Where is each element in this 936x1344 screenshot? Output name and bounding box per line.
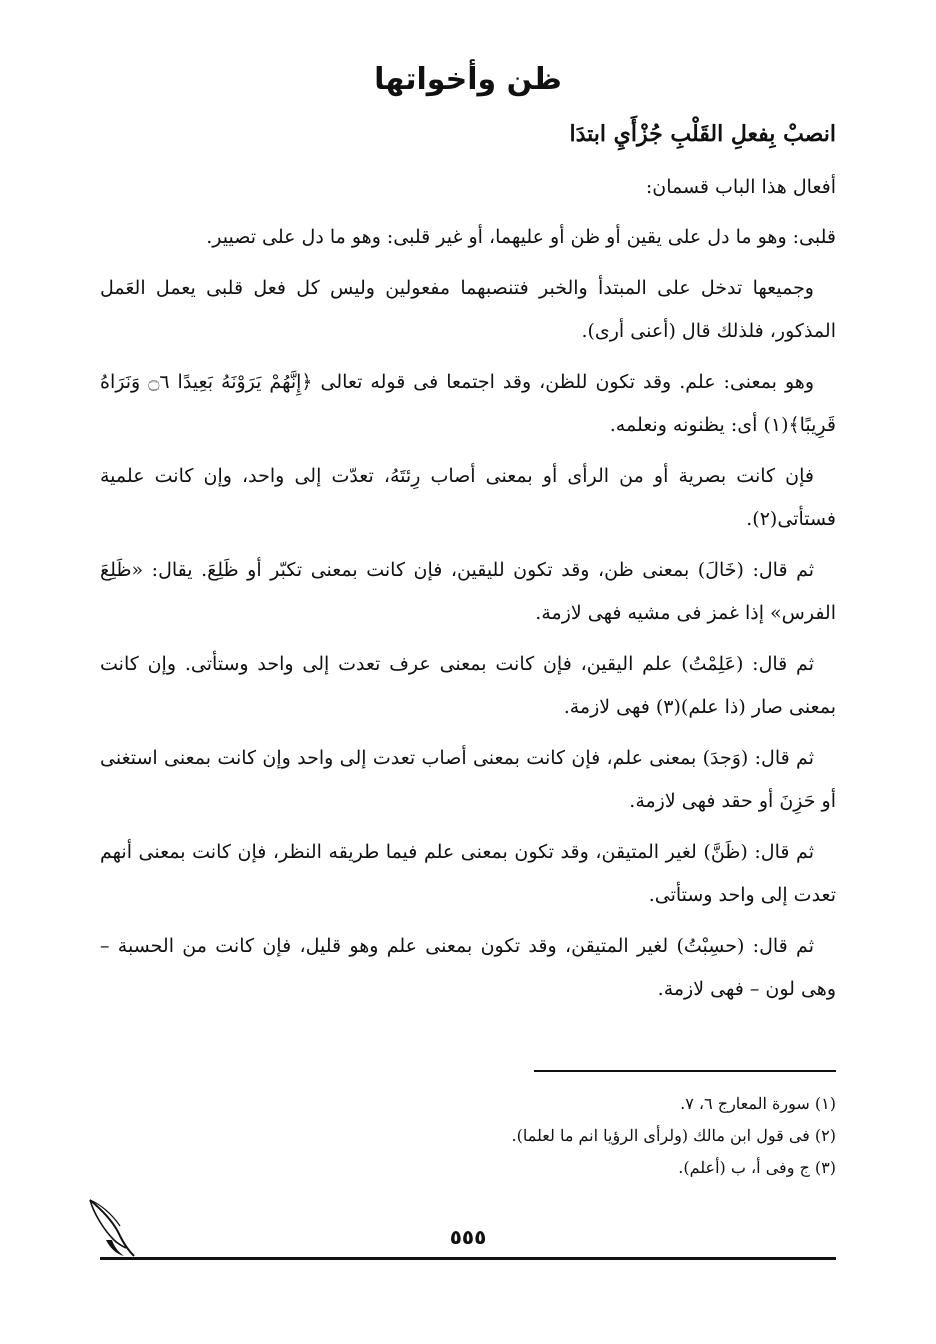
body-text	[100, 216, 836, 1019]
paragraph: ثم قال: (عَلِمْتُ) علم اليقين، فإن كانت بمعنى عرف تعدت إلى واحد وستأتى. وإن كانت بمعنى صار (ذا علم)(٣) فهى لازمة.	[100, 653, 836, 718]
paragraph: فإن كانت بصرية أو من الرأى أو بمعنى أصاب رِئتَهُ، تعدّت إلى واحد، وإن كانت علمية فستأتى(٢).	[100, 465, 836, 530]
footnotes	[100, 1088, 836, 1184]
footnote: (٣) ج وفى أ، ب (أعلم).	[678, 1158, 836, 1177]
paragraph: وجميعها تدخل على المبتدأ والخبر فتنصبهما مفعولين وليس كل فعل قلبى يعمل العَمل المذكور، فلذلك قال (أعنى أرى).	[100, 277, 836, 342]
paragraph: ثم قال: (حسِبْتُ) لغير المتيقن، وقد تكون بمعنى علم وهو قليل، فإن كانت من الحسبة – وهى لون – فهى لازمة.	[100, 935, 836, 1000]
footnote-divider	[534, 1070, 836, 1072]
paragraph: ثم قال: (ظَنَّ) لغير المتيقن، وقد تكون بمعنى علم فيما طريقه النظر، فإن كانت بمعنى أنهم تعدت إلى واحد وستأتى.	[100, 841, 836, 906]
footnote: (٢) فى قول ابن مالك (ولرأى الرؤيا انم ما لعلما).	[511, 1126, 836, 1145]
quill-pen-icon	[84, 1196, 140, 1260]
page-number: ٥٥٥	[449, 1225, 487, 1249]
paragraph: وهو بمعنى: علم. وقد تكون للظن، وقد اجتمعا فى قوله تعالى ﴿إِنَّهُمْ يَرَوْنَهُ بَعِيدًا ۝٦ وَنَرَاهُ قَرِيبًا﴾(١) أى: يظنونه ونعلمه.	[100, 371, 836, 436]
bottom-divider	[100, 1257, 836, 1260]
intro-line: أفعال هذا الباب قسمان:	[645, 176, 836, 198]
footnote: (١) سورة المعارج ٦، ٧.	[680, 1094, 836, 1113]
poem-verse: انصبْ بِفعلِ القَلْبِ جُزْأَيِ ابتدَا	[569, 121, 836, 147]
paragraph: ثم قال: (وَجدَ) بمعنى علم، فإن كانت بمعنى أصاب تعدت إلى واحد وإن كانت بمعنى استغنى أو حَزِنَ أو حقد فهى لازمة.	[100, 747, 836, 812]
chapter-title: ظن وأخواتها	[374, 62, 562, 97]
paragraph: قلبى: وهو ما دل على يقين أو ظن أو عليهما، أو غير قلبى: وهو ما دل على تصيير.	[206, 226, 836, 248]
paragraph: ثم قال: (خَالَ) بمعنى ظن، وقد تكون لليقين، فإن كانت بمعنى تكبّر أو ظَلِعَ. يقال: «ظَلِعَ الفرس» إذا غمز فى مشيه فهى لازمة.	[100, 559, 836, 624]
